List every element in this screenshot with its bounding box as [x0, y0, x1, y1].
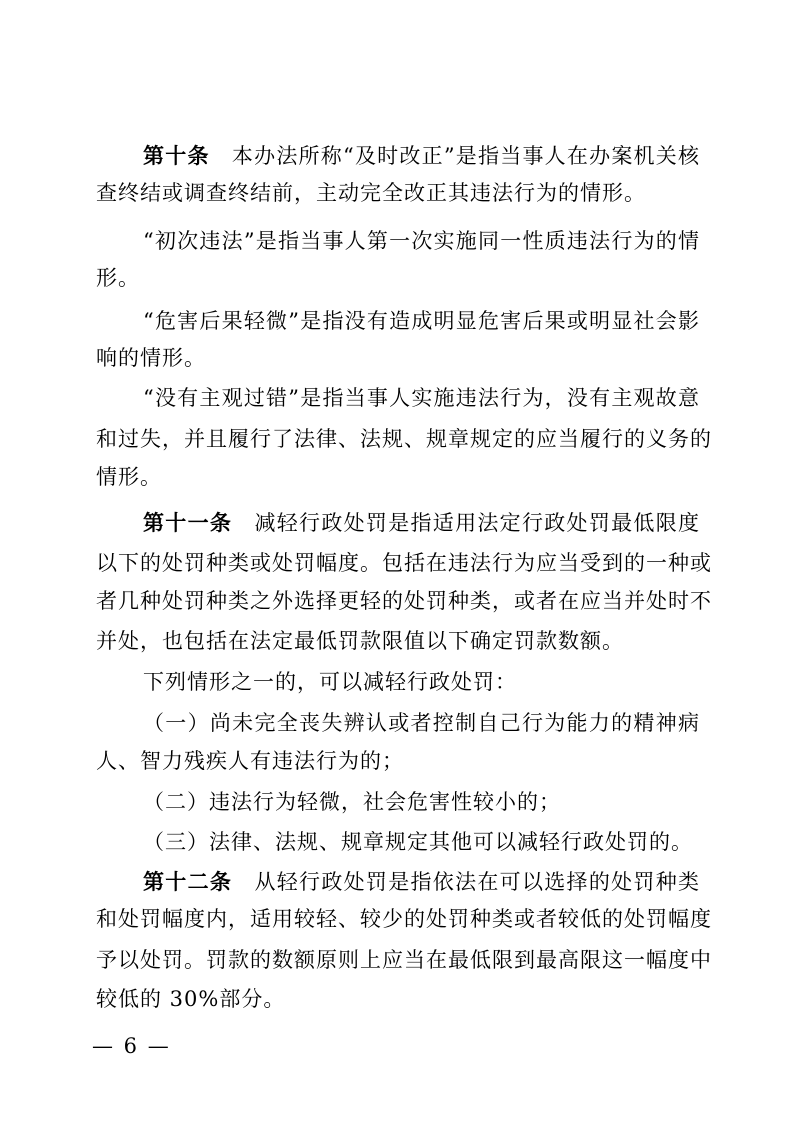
first-offense-line-2: 形。: [96, 266, 140, 290]
article-11-line-2: 以下的处罚种类或处罚幅度。包括在违法行为应当受到的一种或: [96, 551, 712, 575]
article-11-line-4: 并处，也包括在法定最低罚款限值以下确定罚款数额。: [96, 629, 624, 653]
list-item-1-line-2: 人、智力残疾人有违法行为的；: [96, 749, 404, 773]
no-fault-line-2: 和过失，并且履行了法律、法规、规章规定的应当履行的义务的: [96, 427, 712, 451]
article-12-text: 从轻行政处罚是指依法在可以选择的处罚种类: [254, 870, 701, 894]
first-offense-line-1: “初次违法”是指当事人第一次实施同一性质违法行为的情: [143, 229, 700, 253]
no-fault-line-1: “没有主观过错”是指当事人实施违法行为，没有主观故意: [143, 386, 700, 410]
article-11-line-1: [143, 509, 700, 537]
article-12-line-2: 和处罚幅度内，适用较轻、较少的处罚种类或者较低的处罚幅度: [96, 907, 712, 931]
article-11-heading: 第十一条: [143, 511, 233, 535]
list-item-2: （二）违法行为轻微，社会危害性较小的；: [143, 790, 561, 814]
article-11-line-3: 者几种处罚种类之外选择更轻的处罚种类，或者在应当并处时不: [96, 589, 712, 613]
page-number: — 6 —: [92, 1034, 171, 1058]
list-intro: 下列情形之一的，可以减轻行政处罚：: [143, 670, 517, 694]
no-fault-line-3: 情形。: [96, 465, 162, 489]
article-10-text: 本办法所称“及时改正”是指当事人在办案机关核: [231, 144, 700, 168]
article-12-line-3: 予以处罚。罚款的数额原则上应当在最低限到最高限这一幅度中: [96, 948, 712, 972]
article-10-line-2: 查终结或调查终结前，主动完全改正其违法行为的情形。: [96, 181, 646, 205]
minor-harm-line-1: “危害后果轻微”是指没有造成明显危害后果或明显社会影: [143, 309, 700, 333]
list-item-3: （三）法律、法规、规章规定其他可以减轻行政处罚的。: [143, 830, 693, 854]
article-10-line-1: [143, 142, 700, 170]
article-12-line-1: [143, 868, 700, 896]
article-12-line-4: 较低的 30%部分。: [96, 987, 286, 1011]
list-item-1-line-1: （一）尚未完全丧失辨认或者控制自己行为能力的精神病: [143, 711, 700, 735]
article-11-text: 减轻行政处罚是指适用法定行政处罚最低限度: [254, 511, 701, 535]
minor-harm-line-2: 响的情形。: [96, 346, 206, 370]
article-12-heading: 第十二条: [143, 870, 233, 894]
article-10-heading: 第十条: [143, 144, 210, 168]
